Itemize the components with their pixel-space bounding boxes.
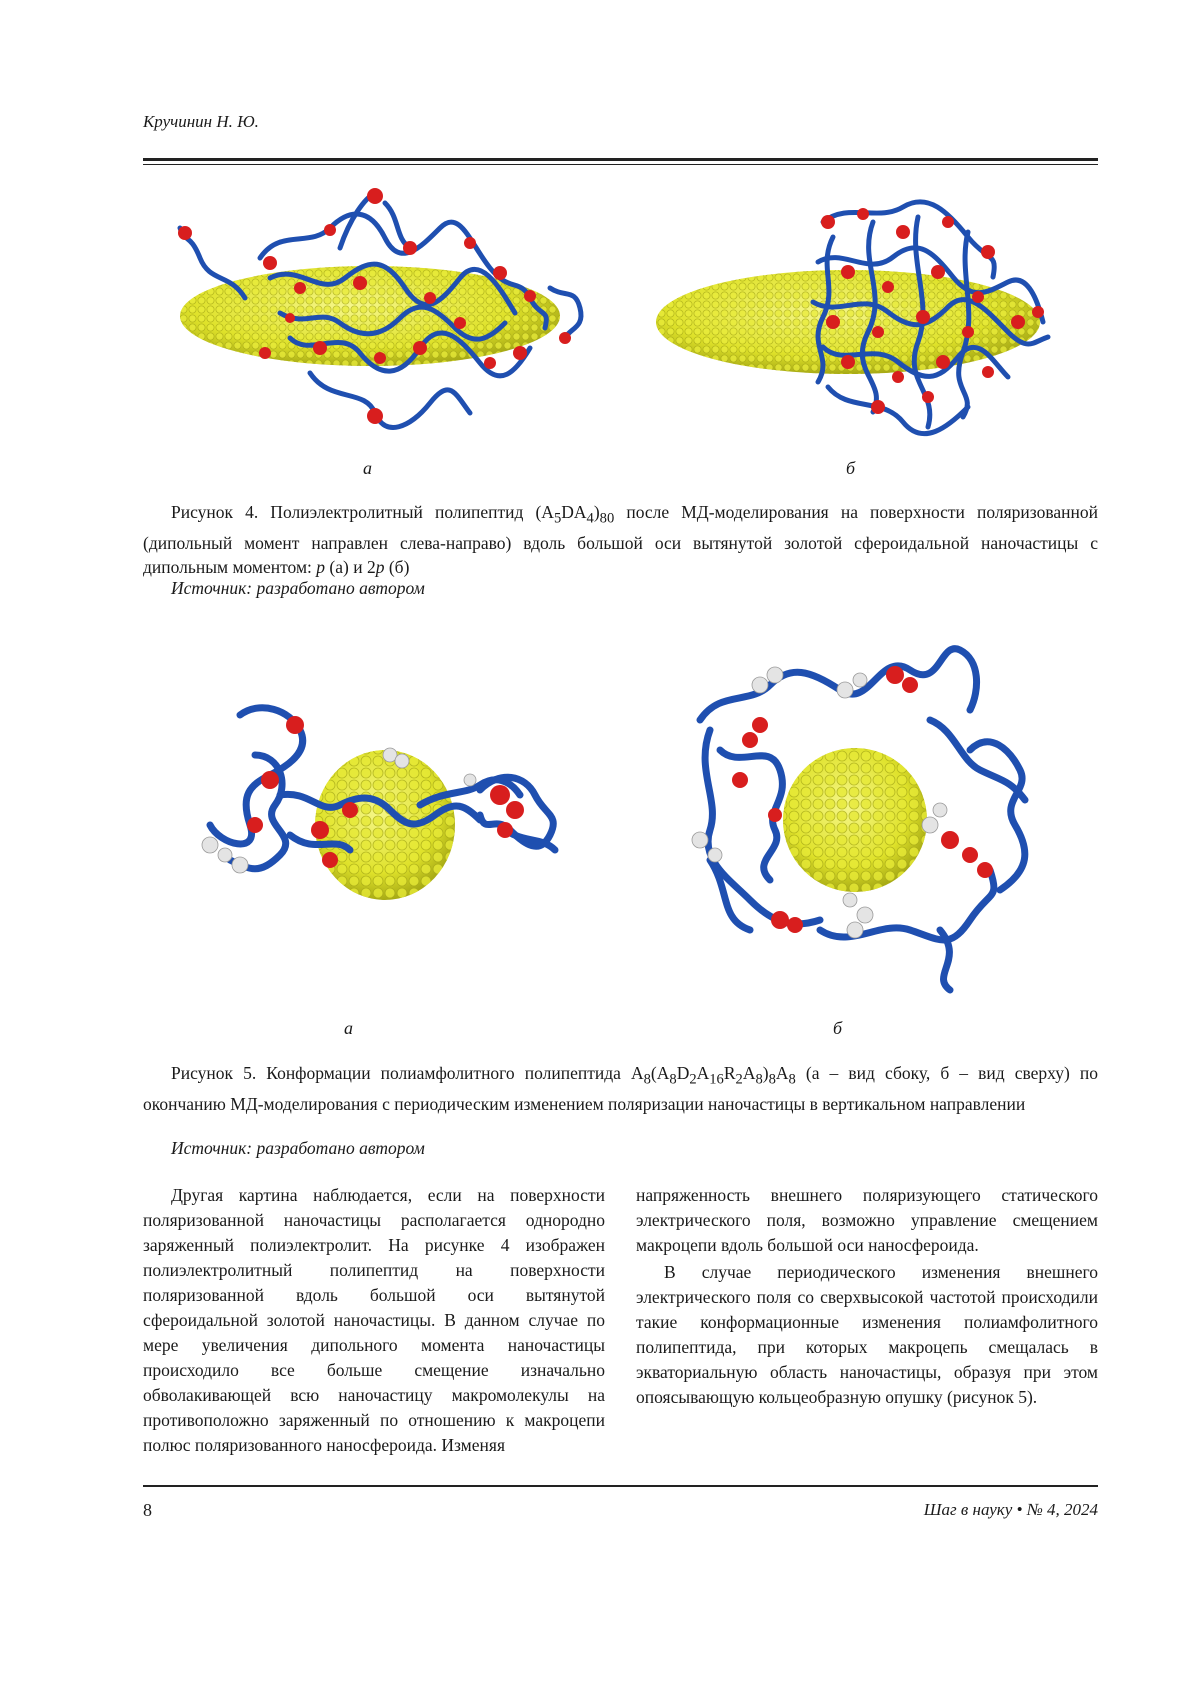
figure4-panel-a xyxy=(170,188,590,448)
body-right-column xyxy=(636,1183,1098,1410)
figure4-source: Источник: разработано автором xyxy=(171,578,425,598)
body-left-column xyxy=(143,1183,605,1458)
header-rule-thin xyxy=(143,164,1098,165)
figure4-label-a: а xyxy=(363,458,372,478)
figure4-panel-b xyxy=(648,192,1068,442)
footer-rule xyxy=(143,1485,1098,1487)
figure4a-image xyxy=(170,188,590,448)
figure5b-image xyxy=(680,630,1060,1010)
figure4b-image xyxy=(648,192,1068,442)
figure5-panel-a xyxy=(180,695,580,935)
paragraph: Другая картина наблюдается, если на поверхности поляризованной наночастицы располагается однородно заряженный полиэлектролит. На рисунке 4 изображен полиэлектролитный полипептид на поверхности поляризованной вдоль большой оси вытянутой сфероидальной золотой наночастицы. В данном случае по мере увеличения дипольного момента наночастицы происходило все больше смещение изначально обволакивающей всю наночастицу макромолекулы на противоположно заряженный по отношению к макроцепи полюс поляризованного наносфероида. Изменяя xyxy=(143,1185,605,1455)
page-number: 8 xyxy=(143,1500,152,1520)
paragraph: напряженность внешнего поляризующего статического электрического поля, возможно управление смещением макроцепи вдоль большой оси наносфероида. xyxy=(636,1185,1098,1255)
figure5-label-a: а xyxy=(344,1018,353,1038)
journal-name: Шаг в науку • № 4, 2024 xyxy=(923,1500,1098,1519)
figure5-source: Источник: разработано автором xyxy=(171,1138,425,1158)
figure5a-image xyxy=(180,695,580,935)
figure4-caption: Рисунок 4. Полиэлектролитный полипептид $(A_5DA_4)_{80}$ после МД-моделирования на поверхности поляризованной (дипольный момент направлен слева-направо) вдоль большой оси вытянутой золотой сфероидальной наночастицы с дипольным моментом: p (а) и 2p (б) xyxy=(143,502,1099,577)
header-rule xyxy=(143,158,1098,161)
figure4-label-b: б xyxy=(846,458,856,478)
figure5-label-b: б xyxy=(833,1018,843,1038)
figure5-panel-b xyxy=(680,630,1060,1010)
paragraph: В случае периодического изменения внешнего электрического поля со сверхвысокой частотой происходили такие конформационные изменения полиамфолитного полипептида, при которых макроцепь смещалась в экваториальную область наночастицы, образуя при этом опоясывающую кольцеобразную опушку (рисунок 5). xyxy=(636,1262,1098,1407)
figure5-caption: Рисунок 5. Конформации полиамфолитного полипептида $A_8(A_8D_2A_{16}R_2A_8)_8A_8$ (а – вид сбоку, б – вид сверху) по окончанию МД-моделирования с периодическим изменением поляризации наночастицы в вертикальном направлении xyxy=(143,1063,1098,1114)
running-head-author: Кручинин Н. Ю. xyxy=(143,112,259,131)
